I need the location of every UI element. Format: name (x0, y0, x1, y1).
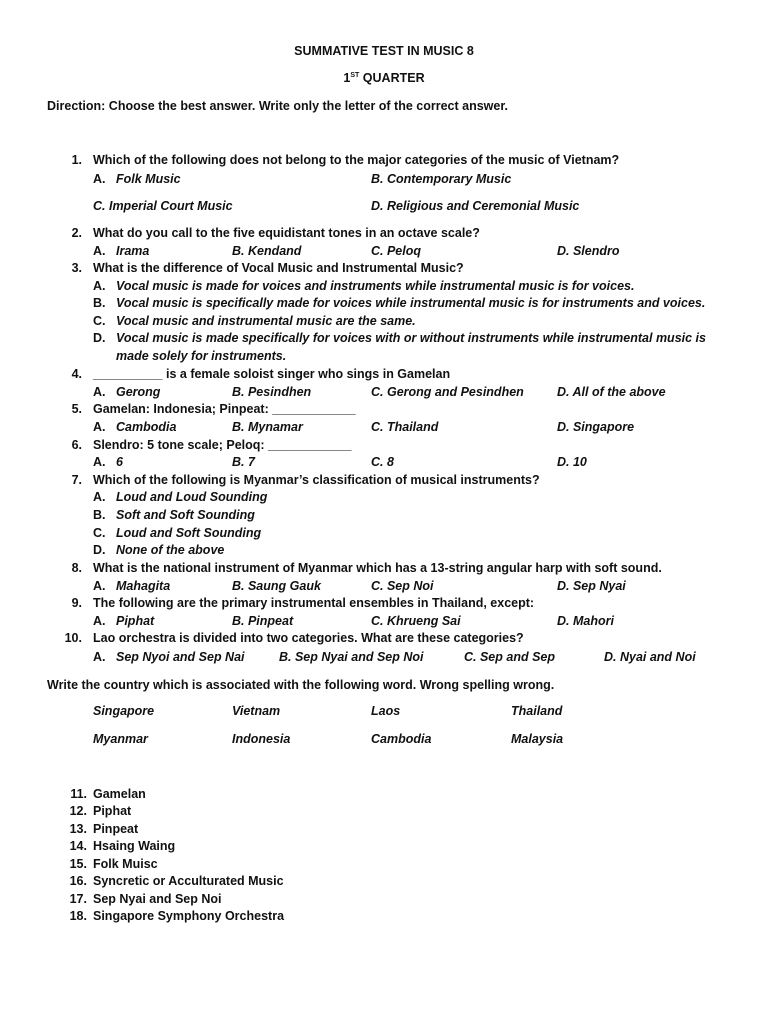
quarter-number: 1 (343, 71, 351, 85)
option-letter: B. (93, 508, 106, 522)
option-a: Gerong (116, 385, 161, 399)
item-number: 11. (70, 787, 87, 801)
option-b: Vocal music is specifically made for voices while instrumental music is for instruments and voices. (116, 296, 706, 310)
option-d: D. Singapore (557, 420, 635, 434)
option-d: D. All of the above (557, 385, 666, 399)
question-text: Slendro: 5 tone scale; Peloq: ____________ (93, 438, 352, 452)
list-item: Syncretic or Acculturated Music (93, 874, 284, 888)
test-title: SUMMATIVE TEST IN MUSIC 8 (294, 44, 474, 58)
option-letter: C. (93, 314, 106, 328)
item-number: 16. (69, 874, 87, 888)
option-a: Loud and Loud Sounding (116, 490, 268, 504)
country-option: Thailand (511, 704, 563, 718)
list-item: Folk Muisc (93, 857, 158, 871)
option-letter: A. (93, 650, 106, 664)
question-text: Lao orchestra is divided into two categories. What are these categories? (93, 631, 524, 645)
list-item: Piphat (93, 804, 132, 818)
country-option: Cambodia (371, 732, 432, 746)
option-a: Sep Nyoi and Sep Nai (116, 650, 245, 664)
item-number: 13. (69, 822, 87, 836)
quarter-superscript: ST (350, 71, 360, 79)
option-c: C. Peloq (371, 244, 422, 258)
question-text: What is the national instrument of Myanmar which has a 13-string angular harp with soft sound. (93, 561, 662, 575)
item-number: 18. (69, 909, 87, 923)
option-c: Vocal music and instrumental music are the same. (116, 314, 416, 328)
country-option: Singapore (93, 704, 155, 718)
list-item: Singapore Symphony Orchestra (93, 909, 285, 923)
option-c: C. Sep Noi (371, 579, 434, 593)
question-number: 7. (71, 473, 82, 487)
option-letter: C. (93, 526, 106, 540)
item-number: 12. (69, 804, 87, 818)
option-c: C. 8 (371, 455, 394, 469)
question-number: 4. (71, 367, 82, 381)
country-option: Indonesia (232, 732, 291, 746)
option-a: Folk Music (116, 172, 181, 186)
question-number: 5. (71, 402, 82, 416)
option-b: B. Contemporary Music (371, 172, 512, 186)
question-text: __________ is a female soloist singer who sings in Gamelan (93, 367, 451, 381)
option-letter: A. (93, 172, 106, 186)
option-letter: D. (93, 543, 106, 557)
option-b: B. Pinpeat (232, 614, 294, 628)
option-a: 6 (116, 455, 123, 469)
list-item: Pinpeat (93, 822, 139, 836)
question-text: Which of the following does not belong to the major categories of the music of Vietnam? (93, 153, 620, 167)
option-d: D. 10 (557, 455, 587, 469)
option-c: C. Khrueng Sai (371, 614, 461, 628)
country-option: Vietnam (232, 704, 281, 718)
option-a: Cambodia (116, 420, 177, 434)
question-number: 3. (71, 261, 82, 275)
question-number: 9. (71, 596, 82, 610)
option-d: None of the above (116, 543, 225, 557)
option-a: Mahagita (116, 579, 171, 593)
question-text: What do you call to the five equidistant tones in an octave scale? (93, 226, 480, 240)
option-d: D. Slendro (557, 244, 620, 258)
option-a: Piphat (116, 614, 155, 628)
question-text: Which of the following is Myanmar’s classification of musical instruments? (93, 473, 540, 487)
item-number: 14. (69, 839, 87, 853)
option-letter: A. (93, 579, 106, 593)
option-c: Loud and Soft Sounding (116, 526, 262, 540)
option-d: D. Sep Nyai (557, 579, 626, 593)
question-number: 2. (71, 226, 82, 240)
question-number: 6. (71, 438, 82, 452)
quarter-word: QUARTER (359, 71, 425, 85)
option-letter: A. (93, 385, 106, 399)
option-letter: A. (93, 420, 106, 434)
question-text: Gamelan: Indonesia; Pinpeat: ____________ (93, 402, 356, 416)
option-letter: A. (93, 455, 106, 469)
option-d: D. Mahori (557, 614, 614, 628)
option-d-line-1: Vocal music is made specifically for voices with or without instruments while instrumental music is (116, 331, 706, 345)
option-a: Irama (116, 244, 150, 258)
option-letter: A. (93, 279, 106, 293)
list-item: Hsaing Waing (93, 839, 176, 853)
quarter-heading (0, 71, 768, 85)
option-letter: B. (93, 296, 106, 310)
option-c: C. Thailand (371, 420, 439, 434)
option-b: B. Saung Gauk (232, 579, 321, 593)
option-letter: A. (93, 614, 106, 628)
option-b: B. 7 (232, 455, 255, 469)
option-a: Vocal music is made for voices and instruments while instrumental music is for voices. (116, 279, 635, 293)
option-c: C. Gerong and Pesindhen (371, 385, 524, 399)
option-letter: A. (93, 490, 106, 504)
item-number: 17. (69, 892, 87, 906)
item-number: 15. (69, 857, 87, 871)
list-item: Sep Nyai and Sep Noi (93, 892, 222, 906)
question-text: The following are the primary instrumental ensembles in Thailand, except: (93, 596, 535, 610)
list-item: Gamelan (93, 787, 146, 801)
option-b: B. Pesindhen (232, 385, 312, 399)
country-option: Myanmar (93, 732, 148, 746)
option-letter: A. (93, 244, 106, 258)
part2-instruction: Write the country which is associated with the following word. Wrong spelling wrong. (47, 678, 555, 692)
question-number: 8. (71, 561, 82, 575)
option-letter: D. (93, 331, 106, 345)
country-option: Malaysia (511, 732, 564, 746)
option-b: B. Kendand (232, 244, 302, 258)
question-number: 10. (64, 631, 82, 645)
option-d: D. Religious and Ceremonial Music (371, 199, 580, 213)
option-b: B. Mynamar (232, 420, 303, 434)
question-text: What is the difference of Vocal Music and Instrumental Music? (93, 261, 464, 275)
option-d-line-2: made solely for instruments. (116, 349, 287, 363)
option-d: D. Nyai and Noi (604, 650, 696, 664)
question-number: 1. (71, 153, 82, 167)
option-b: Soft and Soft Sounding (116, 508, 255, 522)
country-option: Laos (371, 704, 401, 718)
option-b: B. Sep Nyai and Sep Noi (279, 650, 424, 664)
option-c: C. Imperial Court Music (93, 199, 233, 213)
option-c: C. Sep and Sep (464, 650, 555, 664)
direction-text: Direction: Choose the best answer. Write only the letter of the correct answer. (47, 99, 508, 113)
